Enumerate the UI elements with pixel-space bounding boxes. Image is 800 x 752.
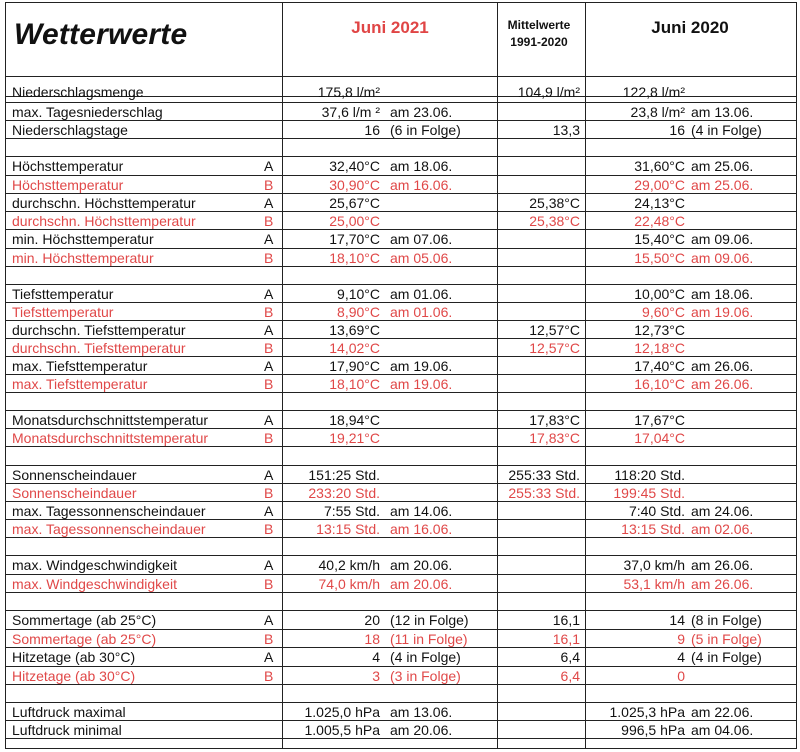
date-2020: (5 in Folge) [691, 631, 762, 647]
date-2020: am 18.06. [691, 286, 754, 302]
table-row [0, 249, 800, 267]
row-label: Sonnenscheindauer [12, 485, 137, 501]
station-marker: B [264, 668, 274, 684]
value-2020: 24,13°C [634, 195, 685, 211]
value-2020: 16,10°C [634, 376, 685, 392]
station-marker: B [264, 631, 274, 647]
value-mittel: 12,57°C [529, 340, 580, 356]
header-june-2020: Juni 2020 [651, 18, 729, 37]
row-label: max. Windgeschwindigkeit [12, 576, 177, 592]
value-2020: 31,60°C [634, 158, 685, 174]
row-label: max. Windgeschwindigkeit [12, 557, 177, 573]
value-2020: 12,18°C [634, 340, 685, 356]
table-row [0, 484, 800, 502]
table-row [0, 575, 800, 593]
date-2021: (6 in Folge) [390, 122, 461, 138]
row-label: durchschn. Höchsttemperatur [12, 213, 196, 229]
station-marker: B [264, 213, 274, 229]
date-2021: am 07.06. [390, 231, 453, 247]
value-2020: 1.025,3 hPa [609, 704, 685, 720]
row-label: Sonnenscheindauer [12, 467, 137, 483]
row-label: durchschn. Tiefsttemperatur [12, 322, 186, 338]
table-row [0, 212, 800, 230]
value-2020: 0 [677, 668, 685, 684]
value-2020: 9 [677, 631, 685, 647]
date-2021: am 05.06. [390, 250, 453, 266]
value-2020: 122,8 l/m² [622, 84, 685, 100]
value-2020: 4 [677, 649, 685, 665]
value-2020: 10,00°C [634, 286, 685, 302]
table-row [0, 230, 800, 248]
date-2021: am 16.06. [390, 177, 453, 193]
row-label: Sommertage (ab 25°C) [12, 612, 157, 628]
row-label: Sommertage (ab 25°C) [12, 631, 157, 647]
date-2021: am 20.06. [390, 576, 453, 592]
row-label: Hitzetage (ab 30°C) [12, 668, 136, 684]
value-2020: 7:40 Std. [628, 503, 685, 519]
table-row [0, 285, 800, 303]
table-row [0, 667, 800, 685]
date-2020: (4 in Folge) [691, 122, 762, 138]
value-2021: 16 [364, 122, 380, 138]
station-marker: A [264, 158, 274, 174]
value-2020: 22,48°C [634, 213, 685, 229]
table-row [0, 121, 800, 139]
value-2021: 18 [364, 631, 380, 647]
value-2021: 8,90°C [337, 304, 380, 320]
row-label: Tiefsttemperatur [12, 286, 114, 302]
row-label: Höchsttemperatur [12, 158, 124, 174]
date-2021: am 13.06. [390, 704, 453, 720]
station-marker: B [264, 304, 274, 320]
row-label: Monatsdurchschnittstemperatur [12, 430, 209, 446]
row-label: Luftdruck minimal [12, 722, 122, 738]
value-2020: 23,8 l/m² [630, 104, 685, 120]
value-mittel: 16,1 [552, 612, 580, 628]
date-2021: am 01.06. [390, 304, 453, 320]
station-marker: B [264, 250, 274, 266]
value-2020: 996,5 hPa [621, 722, 685, 738]
value-2020: 15,40°C [634, 231, 685, 247]
value-2020: 16 [669, 122, 685, 138]
value-2021: 17,90°C [329, 358, 380, 374]
value-mittel: 25,38°C [529, 213, 580, 229]
table-row [0, 648, 800, 666]
row-label: Luftdruck maximal [12, 704, 126, 720]
value-2020: 17,40°C [634, 358, 685, 374]
date-2020: am 04.06. [691, 722, 754, 738]
date-2021: am 19.06. [390, 358, 453, 374]
value-2021: 233:20 Std. [308, 485, 380, 501]
row-label: Hitzetage (ab 30°C) [12, 649, 136, 665]
row-label: max. Tiefsttemperatur [12, 358, 148, 374]
date-2021: (3 in Folge) [390, 668, 461, 684]
table-row [0, 83, 800, 101]
station-marker: A [264, 503, 274, 519]
value-2020: 118:20 Std. [614, 467, 685, 483]
station-marker: B [264, 376, 274, 392]
table-row [0, 303, 800, 321]
value-mittel: 6,4 [560, 649, 580, 665]
table-row [0, 194, 800, 212]
value-2020: 9,60°C [642, 304, 685, 320]
table-row [0, 375, 800, 393]
row-label: max. Tagessonnenscheindauer [12, 503, 206, 519]
table-row [0, 176, 800, 194]
date-2021: am 23.06. [390, 104, 453, 120]
value-2020: 13:15 Std. [621, 521, 685, 537]
station-marker: A [264, 467, 274, 483]
value-2021: 74,0 km/h [318, 576, 380, 592]
value-2021: 37,6 l/m ² [321, 104, 380, 120]
value-2021: 1.005,5 hPa [304, 722, 380, 738]
value-mittel: 255:33 Std. [508, 467, 580, 483]
value-2021: 14,02°C [329, 340, 380, 356]
station-marker: B [264, 485, 274, 501]
table-row [0, 103, 800, 121]
row-label: min. Höchsttemperatur [12, 231, 154, 247]
table-row [0, 556, 800, 574]
grid-line [5, 76, 797, 77]
value-2021: 20 [364, 612, 380, 628]
date-2021: am 20.06. [390, 557, 453, 573]
station-marker: A [264, 286, 274, 302]
table-row [0, 721, 800, 739]
table-row [0, 157, 800, 175]
value-2020: 12,73°C [634, 322, 685, 338]
table-row [0, 411, 800, 429]
value-2021: 40,2 km/h [318, 557, 380, 573]
value-2020: 29,00°C [634, 177, 685, 193]
date-2020: am 26.06. [691, 376, 754, 392]
header-mittelwerte-line1: Mittelwerte [507, 18, 571, 32]
date-2021: am 20.06. [390, 722, 453, 738]
station-marker: A [264, 358, 274, 374]
value-2021: 25,67°C [329, 195, 380, 211]
value-mittel: 16,1 [552, 631, 580, 647]
table-row [0, 466, 800, 484]
station-marker: B [264, 177, 274, 193]
value-2021: 4 [372, 649, 380, 665]
row-label: Niederschlagstage [12, 122, 128, 138]
date-2020: (4 in Folge) [691, 649, 762, 665]
date-2021: (11 in Folge) [390, 631, 468, 647]
date-2020: am 26.06. [691, 358, 754, 374]
date-2020: am 22.06. [691, 704, 754, 720]
table-row [0, 520, 800, 538]
value-2020: 15,50°C [634, 250, 685, 266]
value-2021: 32,40°C [329, 158, 380, 174]
row-label: Monatsdurchschnittstemperatur [12, 412, 209, 428]
date-2020: am 24.06. [691, 503, 754, 519]
date-2020: am 09.06. [691, 250, 754, 266]
value-mittel: 255:33 Std. [508, 485, 580, 501]
table-row [0, 611, 800, 629]
header-june-2021: Juni 2021 [351, 18, 429, 37]
row-label: durchschn. Tiefsttemperatur [12, 340, 186, 356]
row-label: max. Tagessonnenscheindauer [12, 521, 206, 537]
date-2021: am 16.06. [390, 521, 453, 537]
value-2021: 7:55 Std. [323, 503, 380, 519]
date-2020: (8 in Folge) [691, 612, 762, 628]
value-2021: 1.025,0 hPa [304, 704, 380, 720]
table-row [0, 703, 800, 721]
value-2021: 18,10°C [329, 376, 380, 392]
value-2021: 19,21°C [329, 430, 380, 446]
station-marker: B [264, 430, 274, 446]
value-2021: 30,90°C [329, 177, 380, 193]
date-2020: am 02.06. [691, 521, 754, 537]
value-2021: 18,94°C [329, 412, 380, 428]
value-2021: 17,70°C [329, 231, 380, 247]
row-label: min. Höchsttemperatur [12, 250, 154, 266]
table-row [0, 502, 800, 520]
value-mittel: 12,57°C [529, 322, 580, 338]
table-row [0, 321, 800, 339]
date-2020: am 26.06. [691, 557, 754, 573]
station-marker: A [264, 612, 274, 628]
table-row [0, 357, 800, 375]
value-2020: 17,04°C [634, 430, 685, 446]
row-label: Tiefsttemperatur [12, 304, 114, 320]
date-2020: am 13.06. [691, 104, 754, 120]
station-marker: A [264, 649, 274, 665]
value-2020: 53,1 km/h [623, 576, 685, 592]
date-2021: am 19.06. [390, 376, 453, 392]
value-2020: 199:45 Std. [613, 485, 685, 501]
station-marker: A [264, 412, 274, 428]
date-2020: am 25.06. [691, 177, 754, 193]
grid-line [5, 2, 797, 3]
value-mittel: 104,9 l/m² [517, 84, 580, 100]
row-label: Niederschlagsmenge [12, 84, 144, 100]
table-row [0, 339, 800, 357]
value-2020: 37,0 km/h [623, 557, 685, 573]
value-mittel: 13,3 [552, 122, 580, 138]
row-label: max. Tiefsttemperatur [12, 376, 148, 392]
table-row [0, 630, 800, 648]
page-title: Wetterwerte [14, 18, 188, 51]
date-2021: am 18.06. [390, 158, 453, 174]
date-2021: (12 in Folge) [390, 612, 469, 628]
station-marker: B [264, 576, 274, 592]
grid-line [5, 748, 797, 749]
value-2021: 9,10°C [337, 286, 380, 302]
row-label: Höchsttemperatur [12, 177, 124, 193]
row-label: durchschn. Höchsttemperatur [12, 195, 196, 211]
station-marker: A [264, 231, 274, 247]
value-2021: 175,8 l/m² [317, 84, 380, 100]
date-2020: am 09.06. [691, 231, 754, 247]
station-marker: B [264, 340, 274, 356]
station-marker: B [264, 521, 274, 537]
value-2021: 25,00°C [329, 213, 380, 229]
station-marker: A [264, 557, 274, 573]
value-2020: 14 [669, 612, 685, 628]
header-mittelwerte [495, 17, 583, 51]
value-2021: 151:25 Std. [308, 467, 380, 483]
date-2020: am 26.06. [691, 576, 754, 592]
value-2020: 17,67°C [634, 412, 685, 428]
date-2021: am 14.06. [390, 503, 453, 519]
date-2020: am 19.06. [691, 304, 754, 320]
value-2021: 3 [372, 668, 380, 684]
station-marker: A [264, 195, 274, 211]
value-2021: 13,69°C [329, 322, 380, 338]
station-marker: A [264, 322, 274, 338]
table-row [0, 429, 800, 447]
value-2021: 18,10°C [329, 250, 380, 266]
date-2020: am 25.06. [691, 158, 754, 174]
value-mittel: 17,83°C [529, 412, 580, 428]
date-2021: am 01.06. [390, 286, 453, 302]
date-2021: (4 in Folge) [390, 649, 461, 665]
row-label: max. Tagesniederschlag [12, 104, 163, 120]
header-mittelwerte-line2: 1991-2020 [510, 35, 568, 49]
value-mittel: 6,4 [560, 668, 580, 684]
value-mittel: 25,38°C [529, 195, 580, 211]
value-2021: 13:15 Std. [316, 521, 380, 537]
value-mittel: 17,83°C [529, 430, 580, 446]
